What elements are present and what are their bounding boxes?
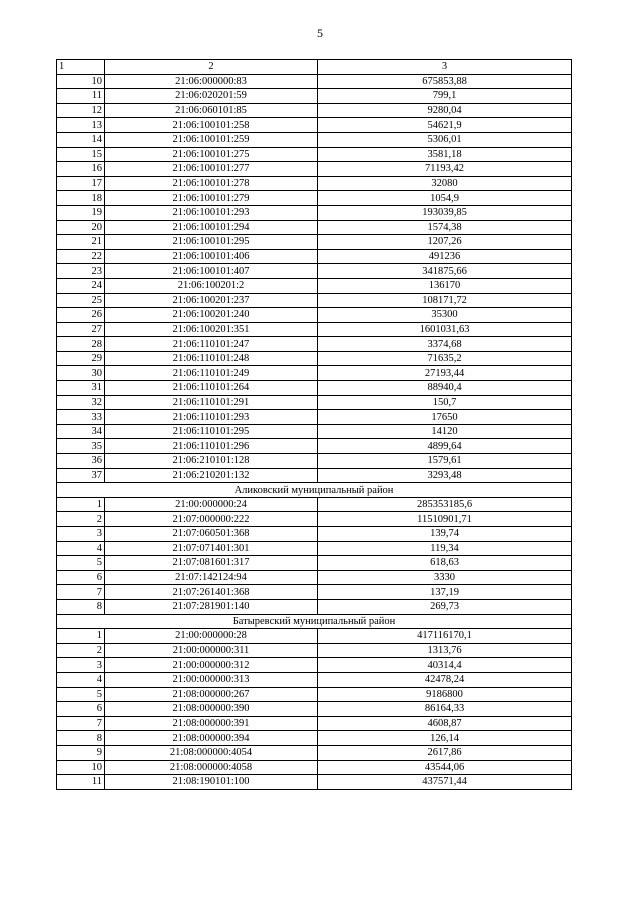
row-number: 6 xyxy=(57,570,105,585)
table-row xyxy=(57,366,572,381)
row-number: 3 xyxy=(57,658,105,673)
row-number: 12 xyxy=(57,103,105,118)
table-row xyxy=(57,351,572,366)
table-row xyxy=(57,162,572,177)
cadastral-number: 21:06:110101:295 xyxy=(105,424,318,439)
cadastral-value: 2617,86 xyxy=(318,745,572,760)
table-row xyxy=(57,629,572,644)
cadastral-value: 193039,85 xyxy=(318,205,572,220)
section-title: Аликовский муниципальный район xyxy=(57,483,572,498)
cadastral-number: 21:06:110101:264 xyxy=(105,381,318,396)
row-number: 4 xyxy=(57,541,105,556)
cadastral-value: 137,19 xyxy=(318,585,572,600)
row-number: 13 xyxy=(57,118,105,133)
row-number: 18 xyxy=(57,191,105,206)
cadastral-number: 21:07:000000:222 xyxy=(105,512,318,527)
row-number: 10 xyxy=(57,74,105,89)
table-row xyxy=(57,410,572,425)
cadastral-value: 4608,87 xyxy=(318,716,572,731)
cadastral-value: 285353185,6 xyxy=(318,497,572,512)
row-number: 33 xyxy=(57,410,105,425)
cadastral-number: 21:00:000000:313 xyxy=(105,672,318,687)
cadastral-number: 21:06:110101:247 xyxy=(105,337,318,352)
table-row xyxy=(57,293,572,308)
cadastral-value: 42478,24 xyxy=(318,672,572,687)
row-number: 14 xyxy=(57,132,105,147)
cadastral-value: 618,63 xyxy=(318,556,572,571)
row-number: 27 xyxy=(57,322,105,337)
cadastral-value: 5306,01 xyxy=(318,132,572,147)
table-row xyxy=(57,381,572,396)
table-row xyxy=(57,599,572,614)
row-number: 6 xyxy=(57,702,105,717)
cadastral-number: 21:08:000000:267 xyxy=(105,687,318,702)
cadastral-number: 21:07:261401:368 xyxy=(105,585,318,600)
cadastral-number: 21:06:100101:406 xyxy=(105,249,318,264)
cadastral-number: 21:06:110101:296 xyxy=(105,439,318,454)
cadastral-number: 21:06:110101:291 xyxy=(105,395,318,410)
row-number: 3 xyxy=(57,527,105,542)
cadastral-value: 4899,64 xyxy=(318,439,572,454)
row-number: 4 xyxy=(57,672,105,687)
row-number: 37 xyxy=(57,468,105,483)
row-number: 23 xyxy=(57,264,105,279)
row-number: 10 xyxy=(57,760,105,775)
table-row xyxy=(57,775,572,790)
cadastral-number: 21:06:100101:278 xyxy=(105,176,318,191)
cadastral-value: 269,73 xyxy=(318,599,572,614)
row-number: 5 xyxy=(57,687,105,702)
cadastral-number: 21:08:000000:391 xyxy=(105,716,318,731)
cadastral-number: 21:06:100101:259 xyxy=(105,132,318,147)
cadastral-value: 14120 xyxy=(318,424,572,439)
table-row xyxy=(57,191,572,206)
cadastral-value: 9280,04 xyxy=(318,103,572,118)
cadastral-number: 21:08:000000:4058 xyxy=(105,760,318,775)
cadastral-value: 799,1 xyxy=(318,89,572,104)
row-number: 5 xyxy=(57,556,105,571)
cadastral-value: 40314,4 xyxy=(318,658,572,673)
table-row xyxy=(57,147,572,162)
cadastral-value: 126,14 xyxy=(318,731,572,746)
cadastral-value: 71193,42 xyxy=(318,162,572,177)
cadastral-value: 3374,68 xyxy=(318,337,572,352)
cadastral-value: 54621,9 xyxy=(318,118,572,133)
cadastral-number: 21:08:000000:394 xyxy=(105,731,318,746)
row-number: 9 xyxy=(57,745,105,760)
row-number: 16 xyxy=(57,162,105,177)
cadastral-value: 35300 xyxy=(318,308,572,323)
cadastral-value: 3581,18 xyxy=(318,147,572,162)
cadastral-number: 21:06:100101:258 xyxy=(105,118,318,133)
cadastral-number: 21:06:100201:2 xyxy=(105,278,318,293)
row-number: 7 xyxy=(57,585,105,600)
cadastral-number: 21:07:281901:140 xyxy=(105,599,318,614)
cadastral-number: 21:08:000000:390 xyxy=(105,702,318,717)
cadastral-number: 21:06:100101:279 xyxy=(105,191,318,206)
cadastral-number: 21:06:100101:277 xyxy=(105,162,318,177)
cadastral-value: 3330 xyxy=(318,570,572,585)
table-row xyxy=(57,132,572,147)
header-col-2: 2 xyxy=(105,60,318,75)
row-number: 25 xyxy=(57,293,105,308)
table-row xyxy=(57,337,572,352)
table-row xyxy=(57,672,572,687)
row-number: 26 xyxy=(57,308,105,323)
table-row xyxy=(57,716,572,731)
row-number: 31 xyxy=(57,381,105,396)
cadastral-number: 21:00:000000:312 xyxy=(105,658,318,673)
table-row xyxy=(57,89,572,104)
cadastral-value: 675853,88 xyxy=(318,74,572,89)
table-row xyxy=(57,585,572,600)
table-row xyxy=(57,570,572,585)
row-number: 28 xyxy=(57,337,105,352)
table-body xyxy=(57,60,572,790)
row-number: 17 xyxy=(57,176,105,191)
section-title: Батыревский муниципальный район xyxy=(57,614,572,629)
cadastral-number: 21:06:100201:237 xyxy=(105,293,318,308)
table-row xyxy=(57,264,572,279)
table-row xyxy=(57,103,572,118)
cadastral-number: 21:06:100101:275 xyxy=(105,147,318,162)
table-row xyxy=(57,541,572,556)
row-number: 1 xyxy=(57,629,105,644)
cadastral-value: 1054,9 xyxy=(318,191,572,206)
header-row xyxy=(57,60,572,75)
cadastral-number: 21:06:060101:85 xyxy=(105,103,318,118)
table-row xyxy=(57,308,572,323)
table-row xyxy=(57,731,572,746)
row-number: 29 xyxy=(57,351,105,366)
cadastral-number: 21:07:081601:317 xyxy=(105,556,318,571)
cadastral-number: 21:06:210101:128 xyxy=(105,454,318,469)
cadastral-number: 21:07:060501:368 xyxy=(105,527,318,542)
cadastral-value: 27193,44 xyxy=(318,366,572,381)
table-row xyxy=(57,760,572,775)
cadastral-number: 21:06:000000:83 xyxy=(105,74,318,89)
row-number: 36 xyxy=(57,454,105,469)
cadastral-value: 108171,72 xyxy=(318,293,572,308)
row-number: 11 xyxy=(57,89,105,104)
cadastral-value-table xyxy=(56,59,572,790)
table-row xyxy=(57,556,572,571)
cadastral-value: 32080 xyxy=(318,176,572,191)
table-row xyxy=(57,220,572,235)
cadastral-value: 88940,4 xyxy=(318,381,572,396)
cadastral-number: 21:06:110101:249 xyxy=(105,366,318,381)
row-number: 22 xyxy=(57,249,105,264)
row-number: 8 xyxy=(57,731,105,746)
table-row xyxy=(57,278,572,293)
row-number: 7 xyxy=(57,716,105,731)
table-row xyxy=(57,322,572,337)
cadastral-number: 21:06:020201:59 xyxy=(105,89,318,104)
section-header-row xyxy=(57,614,572,629)
page-number: 5 xyxy=(317,26,323,40)
cadastral-number: 21:08:000000:4054 xyxy=(105,745,318,760)
table-row xyxy=(57,439,572,454)
cadastral-value: 1601031,63 xyxy=(318,322,572,337)
cadastral-number: 21:06:110101:248 xyxy=(105,351,318,366)
table-row xyxy=(57,176,572,191)
row-number: 1 xyxy=(57,497,105,512)
cadastral-number: 21:06:100201:351 xyxy=(105,322,318,337)
cadastral-value: 9186800 xyxy=(318,687,572,702)
cadastral-number: 21:00:000000:311 xyxy=(105,643,318,658)
cadastral-number: 21:06:100101:293 xyxy=(105,205,318,220)
cadastral-number: 21:08:190101:100 xyxy=(105,775,318,790)
cadastral-value: 437571,44 xyxy=(318,775,572,790)
cadastral-value: 417116170,1 xyxy=(318,629,572,644)
cadastral-value: 491236 xyxy=(318,249,572,264)
table-row xyxy=(57,658,572,673)
table-row xyxy=(57,235,572,250)
cadastral-value: 3293,48 xyxy=(318,468,572,483)
table-row xyxy=(57,74,572,89)
cadastral-number: 21:07:142124:94 xyxy=(105,570,318,585)
cadastral-value: 86164,33 xyxy=(318,702,572,717)
table-row xyxy=(57,468,572,483)
row-number: 24 xyxy=(57,278,105,293)
header-col-3: 3 xyxy=(318,60,572,75)
row-number: 34 xyxy=(57,424,105,439)
cadastral-value: 119,34 xyxy=(318,541,572,556)
cadastral-number: 21:00:000000:24 xyxy=(105,497,318,512)
cadastral-number: 21:06:100101:407 xyxy=(105,264,318,279)
table-row xyxy=(57,512,572,527)
cadastral-number: 21:06:100101:295 xyxy=(105,235,318,250)
table-row xyxy=(57,702,572,717)
cadastral-number: 21:06:210201:132 xyxy=(105,468,318,483)
cadastral-value: 11510901,71 xyxy=(318,512,572,527)
row-number: 8 xyxy=(57,599,105,614)
row-number: 21 xyxy=(57,235,105,250)
cadastral-value: 150,7 xyxy=(318,395,572,410)
cadastral-value: 17650 xyxy=(318,410,572,425)
cadastral-value: 139,74 xyxy=(318,527,572,542)
cadastral-number: 21:06:110101:293 xyxy=(105,410,318,425)
cadastral-value: 1313,76 xyxy=(318,643,572,658)
cadastral-number: 21:06:100101:294 xyxy=(105,220,318,235)
table-row xyxy=(57,687,572,702)
cadastral-number: 21:00:000000:28 xyxy=(105,629,318,644)
table-row xyxy=(57,424,572,439)
row-number: 19 xyxy=(57,205,105,220)
cadastral-value: 136170 xyxy=(318,278,572,293)
row-number: 32 xyxy=(57,395,105,410)
section-header-row xyxy=(57,483,572,498)
cadastral-value: 71635,2 xyxy=(318,351,572,366)
table-row xyxy=(57,454,572,469)
row-number: 11 xyxy=(57,775,105,790)
table-row xyxy=(57,249,572,264)
cadastral-value: 1574,38 xyxy=(318,220,572,235)
cadastral-value: 1579,61 xyxy=(318,454,572,469)
cadastral-value: 1207,26 xyxy=(318,235,572,250)
cadastral-number: 21:06:100201:240 xyxy=(105,308,318,323)
table-row xyxy=(57,118,572,133)
table-row xyxy=(57,205,572,220)
row-number: 35 xyxy=(57,439,105,454)
table-row xyxy=(57,527,572,542)
table-row xyxy=(57,643,572,658)
table-row xyxy=(57,497,572,512)
row-number: 15 xyxy=(57,147,105,162)
row-number: 30 xyxy=(57,366,105,381)
table-row xyxy=(57,395,572,410)
row-number: 2 xyxy=(57,643,105,658)
header-col-1: 1 xyxy=(57,60,105,75)
row-number: 2 xyxy=(57,512,105,527)
cadastral-value: 341875,66 xyxy=(318,264,572,279)
cadastral-value: 43544,06 xyxy=(318,760,572,775)
table-row xyxy=(57,745,572,760)
cadastral-number: 21:07:071401:301 xyxy=(105,541,318,556)
row-number: 20 xyxy=(57,220,105,235)
